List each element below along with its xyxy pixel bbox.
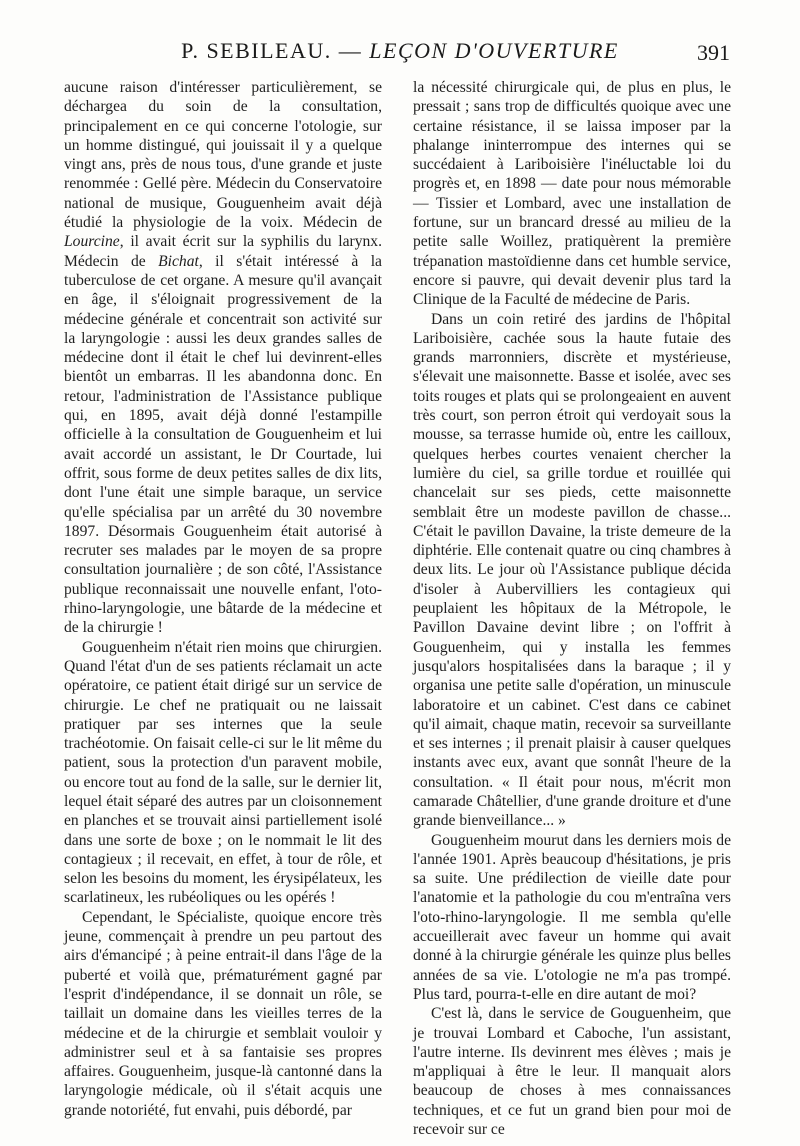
paragraph: Cependant, le Spécialiste, quoique encore très jeune, commençait à prendre un peu partout des airs d'émancipé ; à peine entrait-il dans l'âge de la puberté et voilà que, prématurément gagné par l'esprit d'indépendance, il se donnait un rôle, se taillait un domaine dans les vieilles terres de la médecine et de la chirurgie et semblait vouloir y administrer seul et à sa fantaisie ses propres affaires. Gouguenheim, jusque-là cantonné dans la laryngologie médicale, où il s'était acquis une grande notoriété, fut envahi, puis débordé, par (64, 908, 382, 1119)
paragraph: Gouguenheim mourut dans les derniers mois de l'année 1901. Après beaucoup d'hésitations, je pris sa suite. Une prédilection de vieille date pour l'anatomie et la pathologie du cou m'entraîna vers l'oto-rhino-laryngologie. Il me sembla qu'elle accueillerait avec faveur un homme qui avait donné à la chirurgie générale les quinze plus belles années de sa vie. L'otologie ne m'a pas trompé. Plus tard, pourra-t-elle en dire autant de moi? (413, 831, 731, 1003)
header-title: LEÇON D'OUVERTURE (369, 38, 619, 63)
header-separator: — (338, 38, 363, 63)
running-title (0, 38, 800, 64)
running-header (0, 38, 800, 68)
paragraph: C'est là, dans le service de Gouguenheim, que je trouvai Lombard et Caboche, l'un assistant, l'autre interne. Ils devinrent mes élèves ; mais je m'appliquai à être le leur. Il manquait alors beaucoup de choses à mes connaissances techniques, et ce fut un grand bien pour moi de recevoir sur ce (413, 1005, 731, 1139)
left-column (64, 78, 382, 1120)
right-column (413, 78, 731, 1139)
paragraph: la nécessité chirurgicale qui, de plus en plus, le pressait ; sans trop de difficultés quoique avec une certaine résistance, il se laissa imposer par la phalange ininterrompue des internes qui se succédaient à Lariboisière l'inéluctable loi du progrès et, en 1898 — date pour nous mémorable — Tissier et Lombard, avec une installation de fortune, sur un brancard dressé au milieu de la petite salle Woillez, pratiquèrent la première trépanation mastoïdienne dans cet humble service, encore si pauvre, qui devait devenir plus tard la Clinique de la Faculté de médecine de Paris. (413, 79, 731, 309)
paragraph: Dans un coin retiré des jardins de l'hôpital Lariboisière, cachée sous la haute futaie des grands marronniers, discrète et mystérieuse, s'élevait une maisonnette. Basse et isolée, avec ses toits rouges et plats qui se prolongeaient en auvent très court, son perron étroit qui verdoyait sous la mousse, sa terrasse humide où, entre les cailloux, quelques herbes courtes venaient chercher la lumière du ciel, sa grille tordue et rouillée qui chancelait sur ses pieds, cette maisonnette semblait être un modeste pavillon de chasse... C'était le pavillon Davaine, la triste demeure de la diphtérie. Elle contenait quatre ou cinq chambres à deux lits. Le jour où l'Assistance publique décida d'isoler à Aubervilliers les contagieux qui peuplaient les hôpitaux de la Métropole, le Pavillon Davaine devint libre ; on l'offrit à Gouguenheim, qui y installa les femmes jusqu'alors hospitalisées dans la baraque ; il y organisa une petite salle d'opération, un minuscule laboratoire et un cabinet. C'est dans ce cabinet qu'il aimait, chaque matin, recevoir sa surveillante et ses internes ; il prenait plaisir à causer quelques instants avec eux, avant que sonnât l'heure de la consultation. « Il était pour nous, m'écrit mon camarade Châtellier, d'une grande droiture et d'une grande bienveillance... » (413, 310, 731, 830)
paragraph: aucune raison d'intéresser particulièrement, se déchargea du soin de la consultation, principalement en ce qui concerne l'otologie, sur un homme distingué, qui jouissait il y a quelque vingt ans, près de nous tous, d'une grande et juste renommée : Gellé père. Médecin du Conservatoire national de musique, Gouguenheim avait déjà étudié la physiologie de la voix. Médecin de Lourcine, il avait écrit sur la syphilis du larynx. Médecin de Bichat, il s'était intéressé à la tuberculose de cet organe. A mesure qu'il avançait en âge, il s'éloignait progressivement de la médecine générale et concentrait son activité sur la laryngologie : aussi les deux grandes salles de médecine dont il était le chef lui devinrent-elles bientôt un embarras. Il les abandonna donc. En retour, l'administration de l'Assistance publique qui, en 1895, avait déjà donné l'estampille officielle à la consultation de Gouguenheim et lui avait accordé un assistant, le Dr Courtade, lui offrit, sous forme de deux petites salles de dix lits, dont l'une était une simple baraque, un service qu'elle spécialisa par un arrêté du 30 novembre 1897. Désormais Gouguenheim était autorisé à recruter ses malades par le moyen de sa propre consultation journalière ; de son côté, l'Assistance publique reconnaissait une nouvelle enfant, l'oto-rhino-laryngologie, une bâtarde de la médecine et de la chirurgie ! (64, 79, 382, 637)
header-author: P. SEBILEAU. (181, 38, 332, 63)
page-number: 391 (697, 40, 730, 65)
paragraph: Gouguenheim n'était rien moins que chirurgien. Quand l'état d'un de ses patients réclamait un acte opératoire, ce patient était dirigé sur un service de chirurgie. Le chef ne pratiquait ou ne laissait pratiquer par ses internes que la seule trachéotomie. On faisait celle-ci sur le lit même du patient, sous la protection d'un paravent mobile, ou encore tout au fond de la salle, sur le dernier lit, lequel était séparé des autres par un cloisonnement en planches et se trouvait ainsi partiellement isolé dans une sorte de boxe ; on le nommait le lit des contagieux ; il recevait, en effet, à tour de rôle, et selon les besoins du moment, les érysipélateux, les scarlatineux, les rubéoliques ou les opérés ! (64, 638, 382, 907)
